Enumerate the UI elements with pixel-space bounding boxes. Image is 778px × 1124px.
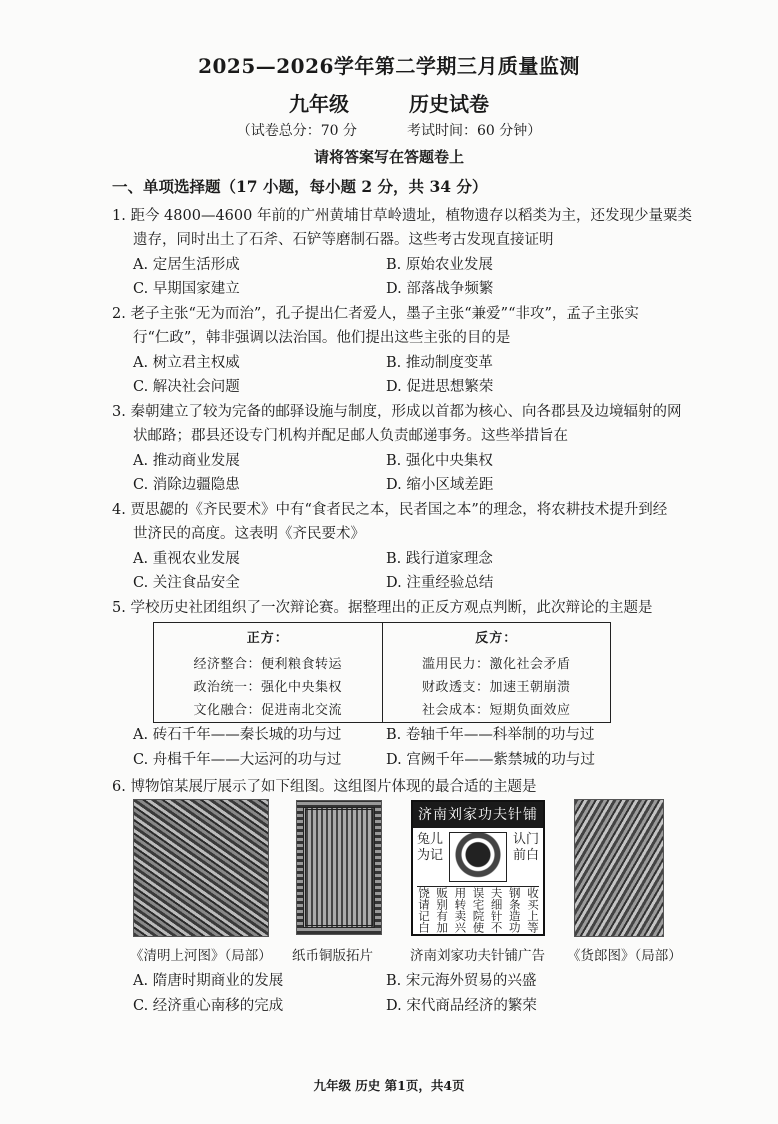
subject-label: 历史试卷 (409, 92, 489, 116)
pro-point: 政治统一：强化中央集权 (193, 680, 342, 695)
rabbit-emblem-icon (449, 832, 507, 882)
ad-column: 饶请记白 (417, 887, 431, 933)
question-6-option-c: C. 经济重心南移的完成 (133, 998, 284, 1014)
ad-left-text: 兔儿为记 (417, 832, 444, 863)
con-point: 滥用民力：激化社会矛盾 (421, 657, 571, 672)
question-3-option-a: A. 推动商业发展 (133, 453, 240, 469)
ad-top-text: 济南刘家功夫针铺 (413, 802, 543, 828)
question-5-option-a: A. 砖石千年——秦长城的功与过 (133, 727, 342, 743)
question-3-option-d: D. 缩小区域差距 (386, 477, 494, 493)
question-2-line-2: 行“仁政”，韩非强调以法治国。他们提出这些主张的目的是 (133, 330, 511, 346)
total-score: （试卷总分：70 分 (236, 123, 357, 139)
question-1-line-1: 1. 距今 4800—4600 年前的广州黄埔甘草岭遗址，植物遗存以稻类为主，还发现少量粟类 (112, 208, 692, 224)
con-column (382, 623, 611, 723)
caption-paper-money: 纸币铜版拓片 (292, 948, 373, 964)
pro-point: 文化融合：促进南北交流 (193, 703, 342, 718)
exam-title: 2025—2026学年第二学期三月质量监测 (198, 54, 580, 78)
qingming-painting-image (133, 799, 269, 937)
question-4-line-1: 4. 贾思勰的《齐民要术》中有“食者民之本，民者国之本”的理念，将农耕技术提升到经 (112, 502, 668, 518)
question-6-option-d: D. 宋代商品经济的繁荣 (386, 998, 537, 1014)
question-2-line-1: 2. 老子主张“无为而治”，孔子提出仁者爱人，墨子主张“兼爱”“非攻”，孟子主张实 (112, 306, 639, 322)
ad-column: 贩别有加 (435, 887, 450, 933)
question-3-line-1: 3. 秦朝建立了较为完备的邮驿设施与制度，形成以首都为核心、向各郡县及边境辐射的网 (112, 404, 682, 420)
exam-subtitle (0, 88, 778, 117)
question-2-option-a: A. 树立君主权威 (133, 355, 240, 371)
question-1-option-b: B. 原始农业发展 (386, 257, 493, 273)
question-1-line-2: 遗存，同时出土了石斧、石铲等磨制石器。这些考古发现直接证明 (133, 232, 554, 248)
ad-column: 夫细针不 (489, 887, 504, 933)
question-6-option-b: B. 宋元海外贸易的兴盛 (386, 973, 537, 989)
con-point: 财政透支：加速王朝崩溃 (421, 680, 571, 695)
ad-right-text: 认门前白 (513, 832, 540, 863)
question-3-line-2: 状邮路；郡县还设专门机构并配足邮人负责邮递事务。这些举措旨在 (133, 428, 568, 444)
question-4-option-b: B. 践行道家理念 (386, 551, 493, 567)
pro-column (154, 623, 383, 723)
paper-money-rubbing-image (296, 800, 382, 935)
question-2-option-d: D. 促进思想繁荣 (386, 379, 494, 395)
question-4-line-2: 世济民的高度。这表明《齐民要术》 (133, 526, 365, 542)
question-5-line-1: 5. 学校历史社团组织了一次辩论赛。据整理出的正反方观点判断，此次辩论的主题是 (112, 600, 653, 616)
ad-column: 收买上等 (525, 887, 540, 933)
question-2-option-c: C. 解决社会问题 (133, 379, 240, 395)
question-6-line-1: 6. 博物馆某展厅展示了如下组图。这组图片体现的最合适的主题是 (112, 779, 537, 795)
grade-label: 九年级 (289, 92, 349, 116)
question-4-option-c: C. 关注食品安全 (133, 575, 240, 591)
question-5-option-d: D. 宫阙千年——紫禁城的功与过 (386, 752, 595, 768)
exam-time: 考试时间：60 分钟） (407, 123, 542, 139)
page-footer: 九年级 历史 第1页，共4页 (313, 1078, 465, 1093)
question-1-option-d: D. 部落战争频繁 (386, 281, 494, 297)
question-3-option-b: B. 强化中央集权 (386, 453, 493, 469)
ad-bottom-text (417, 886, 539, 934)
answer-instruction: 请将答案写在答题卷上 (313, 148, 464, 166)
pro-header: 正方： (246, 631, 289, 646)
debate-table (153, 622, 611, 723)
ad-column: 钢条造功 (507, 887, 522, 933)
needle-shop-advertisement (411, 800, 545, 936)
caption-qingming: 《清明上河图》（局部） (130, 948, 272, 964)
caption-needle-shop: 济南刘家功夫针铺广告 (410, 948, 545, 964)
ad-column: 误宅院使 (471, 887, 486, 933)
pro-point: 经济整合：便利粮食转运 (193, 657, 342, 672)
question-5-option-c: C. 舟楫千年——大运河的功与过 (133, 752, 342, 768)
question-1-option-c: C. 早期国家建立 (133, 281, 240, 297)
con-header: 反方： (475, 631, 518, 646)
question-5-option-b: B. 卷轴千年——科举制的功与过 (386, 727, 595, 743)
section-heading: 一、单项选择题（17 小题，每小题 2 分，共 34 分） (112, 177, 488, 196)
question-1-option-a: A. 定居生活形成 (133, 257, 240, 273)
ad-column: 用转卖兴 (453, 887, 468, 933)
caption-peddler: 《货郎图》（局部） (567, 948, 682, 964)
question-2-option-b: B. 推动制度变革 (386, 355, 493, 371)
question-3-option-c: C. 消除边疆隐患 (133, 477, 240, 493)
question-4-option-a: A. 重视农业发展 (133, 551, 240, 567)
question-4-option-d: D. 注重经验总结 (386, 575, 494, 591)
question-6-option-a: A. 隋唐时期商业的发展 (133, 973, 284, 989)
exam-meta (0, 120, 778, 140)
con-point: 社会成本：短期负面效应 (421, 703, 571, 718)
peddler-painting-image (574, 799, 664, 937)
